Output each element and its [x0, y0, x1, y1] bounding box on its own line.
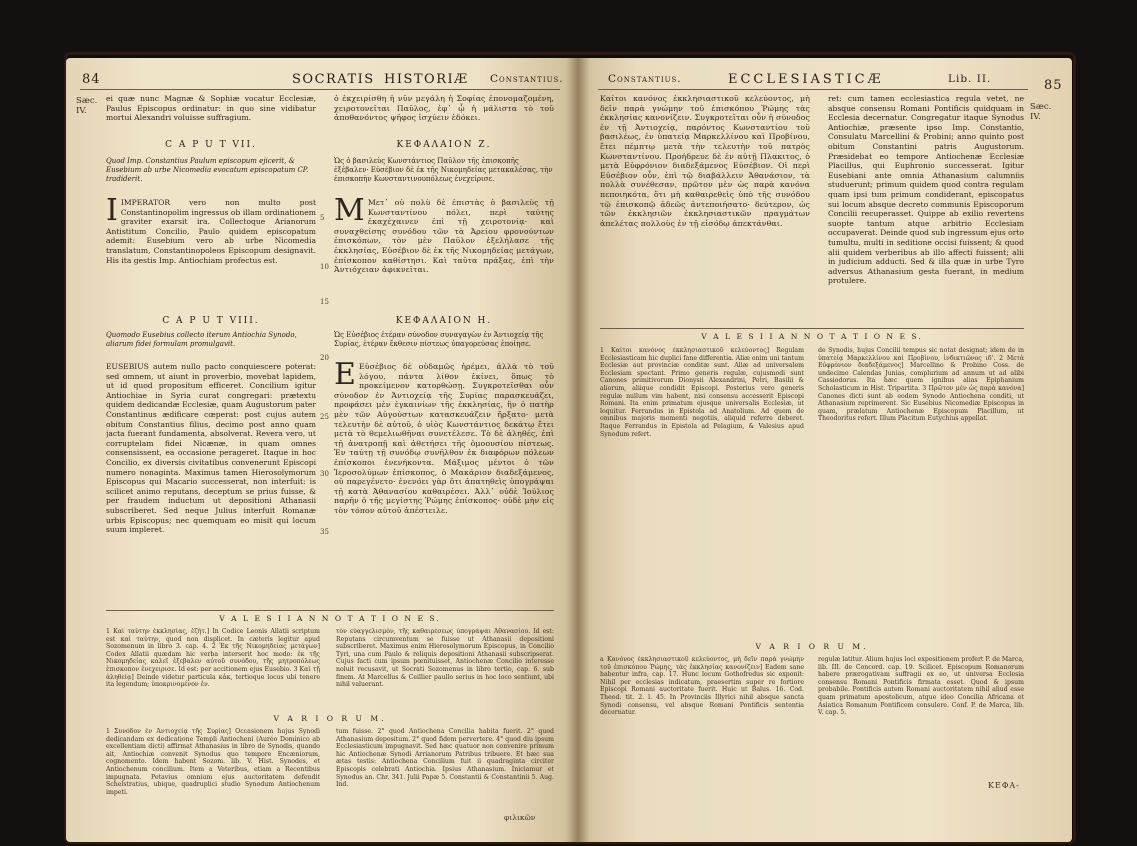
chapter-viii-summary-greek: Ὡς Εὐσέβιος ἑτέραν σύνοδον συναγαγὼν ἐν Ἀντιοχείᾳ τῆς Συρίας, ἑτέραν ἔκθεσιν πίστεως ὑπαγορεύσας ἐποίησε.	[334, 331, 544, 348]
right-page	[578, 58, 1072, 842]
chapter-viii-latin-text	[106, 362, 316, 607]
right-greek-text: Καίτοι κανόνος ἐκκλησιαστικοῦ κελεύοντος, μὴ δεῖν παρὰ γνώμην τοῦ ἐπισκόπου Ῥώμης τὰς ἐκκλησίας κανονίζειν. Συγκροτεῖται οὖν ἡ σύνοδος ἐν τῇ Ἀντιοχείᾳ, παρόντος Κωνσταντίου τοῦ βασιλέως, ἐν ὑπατείᾳ Μαρκελλίνου καὶ Προβίνου, ἔτει πέμπτῳ μετὰ τὴν τελευτὴν τοῦ πατρὸς Κωνσταντίνου. Προήδρευε δὲ ἐν αὐτῇ Πλακιτος, ὁ μετὰ Εὐφρόνιον διαδεξάμενος Εὐσέβιον. Οἱ περὶ Εὐσέβιον οὖν, ἐπὶ τῷ διαβάλλειν Ἀθανάσιον, τὰ πολλὰ συνέθεσαν, πρῶτον μὲν ὡς παρὰ κανόνα πεποιηκότα, ὅτι μὴ καθαιρεθεὶς ὑπὸ τῆς συνόδου τῷ ἐπισκοπῷ ἀδεῶς ἀντεποιήσατο· δεύτερον, ὡς τῶν ἐκκλησιῶν ἐκκλησιαστικῶν πραγμάτων ἀπελέτας πολλοὺς ἐν τῇ εἰσόδῳ ἀπεκτάνθαι.	[600, 94, 810, 228]
valesii-annotations-heading-right: V A L E S I I A N N O T A T I O N E S.	[701, 332, 923, 341]
line-number: 35	[320, 528, 329, 536]
running-head-constantius-right: Constantius.	[608, 73, 682, 85]
line-number: 20	[320, 354, 329, 362]
drop-cap-I: I	[106, 193, 118, 228]
chapter-vii-summary-greek: Ὡς ὁ βασιλεὺς Κωνστάντιος Παῦλον τῆς ἐπισκοπῆς ἐξέβαλεν· Εὐσέβιον δὲ ἐκ τῆς Νικομηδείας μετακαλέσας, τὴν ἐπισκοπὴν Κωνσταντινουπόλεως ἐνεχείρισε.	[334, 157, 553, 183]
chapter-vii-latin-text	[106, 193, 316, 265]
chapter-viii-summary-latin: Quomodo Eusebius collecto iterum Antiochia Synodo, aliarum fidei formulam promulgavit.	[106, 331, 297, 348]
line-number: 30	[320, 470, 329, 478]
running-head-historiae: HISTORIÆ	[384, 72, 469, 87]
chapter-vii-heading: C A P U T VII.	[165, 140, 257, 150]
right-annotations-column-2: de Synodis, hujus Concilii tempus sic notat designat; idem de in ὑπατείᾳ Μαρκελλίνου καὶ Προβίνου, ἰνδικτιῶνος ιδ'. 2 Μετὰ Εὐφρόνιον διαδεξάμενος] Marcellino & Probino Coss. de undecimo Calendas Junias, complurium ad annum ut ad alibi Cassiodorus. Ita hæc quem ignibus alias Epiphanium Scholasticum in Hist. Tripartita. 3 Πρῶτον μὲν ὡς παρὰ κανόνα] Canones dicti sunt ab eodem Synodo Antiochena conditi, ut Athanasium reprimerent. Sic Eusebius Nicomediæ Episcopus in quam, prælatum Antiochenæ Episcopum Placillum, ut Theodoritus refert. Illum Placitum Eutychius appellat.	[818, 347, 1024, 423]
chapter-viii-greek-text	[334, 362, 554, 607]
chapter-viii-latin-body: EUSEBIUS autem nullo pacto conquiescere poterat: sed omnem, ut aiunt in proverbio, movebat lapidem, ut id quod propositum efficeret. Concilium igitur Antiochiae in Syria curat congregari: prætextu quidem dedicandæ Ecclesiæ, quam Augustorum pater Constantinus ædificare cœperat: post cujus autem obitum Constantius filius, decimo post anno quam jacta fuerant fundamenta, absolverat. Revera vero, ut corruptelam fidei Nicænæ, in quam omnes consensissent, ea occasione perageret. Itaque in hoc Concilio, ex diversis civitatibus convenerunt Episcopi numero nonaginta. Maximus tamen Hierosolymorum Episcopus qui Macario successerat, non interfuit: is scilicet animo reputans, deceptum se prius fuisse, & per fraudem inductum ut depositioni Athanasii subscriberet. Sed neque Julius interfuit Romanæ urbis Episcopus; nec quemquam eo misit qui locum suum impleret.	[106, 362, 316, 535]
chapter-vii-latin-body: IMPERATOR vero non multo post Constantinopolim ingressus ob illam ordinationem graviter exarsit ira. Collectoque Arianorum Antistitum Concilio, Paulo quidem episcopatum ademit: Eusebium vero ab urbe Nicomedia translatum, Constantinopoleos Episcopum designavit. His ita gestis Imp. Antiochiam profectus est.	[106, 198, 316, 265]
header-rule	[80, 89, 560, 90]
chapter-vii-greek-text	[334, 193, 554, 275]
chapter-viii-greek-heading: ΚΕΦΑΛΑΙΟΝ Η.	[395, 316, 493, 326]
book-gutter	[566, 58, 590, 842]
margin-note-saeculum-right: Sæc. IV.	[1030, 102, 1052, 122]
line-number: 15	[320, 298, 329, 306]
running-head-lib: Lib. II.	[948, 73, 992, 85]
annotations-column-1: 1 Καὶ ταύτην ἐκκλησίας, ἐζήτ.] In Codice Leonis Allatii scriptum est καὶ ταύτην, quod non displicet. In cæteris legitur apud Sozomenum in libro 3. cap. 4. 2 Ἐκ τῆς Νικομηδείας μετάγων] Codex Allatii quædam hic verba interserit hoc modo: ἐκ τῆς Νικομηδείας καλεῖ ἐξεβαλεν αὐτοῦ συνόδου, τῆς μητροπόλεως ἐπισκοπον ἐνεχειρισε. Id est: per accitionem ejus Eusebio. 3 Καὶ τῇ ἀληθείᾳ] Deinde videtur particula κἀκ, tertioque locus ubi tenere ita legendum; ὑποκρινομένον ἐν.	[106, 628, 320, 689]
drop-cap-E: E	[334, 362, 356, 392]
running-head-ecclesiasticae: ECCLESIASTICÆ	[728, 72, 884, 87]
intro-greek: ὁ ἐκχειρίσθη ἡ νῦν μεγάλη ἡ Σοφίας ἐπονομαζομένη, χειροτονεῖται Παῦλος, ἐφ᾽ ᾧ ἡ μάλιστα τὸ τοῦ ἀποθανόντος ψῆφος ἰσχύειν ἐδόκει.	[334, 94, 554, 123]
variorum-heading-right: V A R I O R U M.	[755, 642, 869, 651]
right-annotations-column-1: 1 Καίτοι κανόνος ἐκκλησιαστικοῦ κελεύοντος] Regulam Ecclesiasticam hic duplici fane differentia. Aliæ enim uni tantum Ecclesiæ aut provinciæ conditæ sunt. Aliæ ad universalem Ecclesiam spectant. Primo generis regulæ, cujusmodi sunt Canones primitivorum Dionysii Alexandrini, Petri, Basilii & aliorum, aliique condidit Episcopi. Posterius vero generis regulæ nullum vim habent, nisi consensu accesserit Episcopi Romani. Ita enim primatum ejusque universalis Ecclesiæ, ut loquitur. Ferrandus in Epistola ad Anatolium. Ad quem de omnibus majoris momenti negotiis, aliquid referre deberet. Itaque Ferrandus in Epistola ad Pelagium, & Valesius apud Synodum refert.	[600, 347, 804, 438]
intro-latin: ei quæ nunc Magnæ & Sophiæ vocatur Ecclesiæ, Paulus Episcopus ordinatur: in quo sine vidibatur mortui Alexandri voluisse suffragium.	[106, 94, 316, 123]
line-number: 5	[320, 214, 325, 222]
valesii-annotations-heading: V A L E S I I A N N O T A T I O N E S.	[219, 614, 441, 623]
running-head-constantius: Constantius.	[490, 73, 564, 85]
page-number-left: 84	[82, 72, 101, 87]
right-variorum-column-2: regulæ latitur. Alium hujus loci expositionem profert P. de Marca, lib. III. de Concord. cap. 19. Scilicet. Episcopum Romanorum habere prærogativam suffragii ex eo, ut universa Ecclesia consensu Romani Pontificis firmata esset. Quod & ipsum probabile. Pontificis autem Romani auctoritatem nihil aliud esse quam primatum apostolicum, atque ideo Concilia Africana et Asiatica Romanum Pontificem consulere. Conf. P. de Marca, lib. V. cap. 5.	[818, 656, 1024, 717]
header-rule-right	[598, 89, 1028, 90]
catchword-left: φιλικῶν	[504, 813, 536, 822]
running-head-socratis: SOCRATIS	[292, 72, 375, 87]
chapter-vii-greek-body: Μετ᾽ οὐ πολὺ δὲ ἐπιστὰς ὁ βασιλεὺς τῇ Κωνσταντίνου πόλει, περὶ ταύτης ἐκαχέχαινεν ἐπὶ τῇ χειροτονίᾳ· καὶ συναχθείσης συνόδου τῶν τὰ Ἀρείου φρονούντων ἐπισκόπων, τὸν μὲν Παῦλον ἐξελήλασε τῆς ἐκκλησίας, Εὐσέβιον δὲ ἐκ τῆς Νικομηδείας μετάγων, ἐπίσκοπον καθίστησι. Καὶ ταῦτα πράξας, ἐπὶ τὴν Ἀντιόχειαν ἀφικνεῖται.	[334, 198, 554, 275]
catchword-right: ΚΕΦΑ-	[988, 781, 1020, 790]
page-number-right: 85	[1044, 78, 1063, 93]
left-page	[66, 58, 578, 842]
drop-cap-M: M	[334, 193, 365, 228]
line-number: 10	[320, 263, 329, 271]
right-latin-text: ret: cum tamen ecclesiastica regula vetet, ne absque consensu Romani Pontificis quidquam in Ecclesia decernatur. Congregatur itaque Synodus Antiochiæ, præsente ipso Imp. Constantio, Consulatu Marcellini & Probini; anno quinto post obitum Constantini patris Augustorum. Præsidebat eo tempore Antiochenæ Ecclesiæ Placillus, qui Euphronio successerat. Igitur Eusebiani ante omnia Athanasium calumniis studuerunt; primum quidem quod contra regulam quam ipsi tum primum condiderant, episcopatus sui locum absque decreto communis Episcoporum Concilii recuperasset. Quippe ab exilio revertens suopte tantum atque arbitrio Ecclesiam occupaverat. Deinde quod sub ingressum ejus orto tumultu, multi in seditione occisi fuissent; & quod alii quidem verberibus ab illo affecti fuissent; alii in judicium adducti. Sed & illa quæ in urbe Tyro adversus Athanasium gesta fuerant, in medium protulere.	[828, 94, 1024, 286]
annotations-rule-right	[600, 328, 1024, 329]
chapter-viii-greek-body: Εὐσέβιος δὲ οὐδαμῶς ἠρέμει, ἀλλὰ τὸ τοῦ λόγου, πάντα λίθον ἐκίνει, ὅπως τὸ προκείμενον κατορθώσῃ. Συγκροτεῖσθαι οὖν σύνοδον ἐν Ἀντιοχείᾳ τῆς Συρίας παρασκευάζει, προφάσει μὲν ἐγκαινίων τῆς ἐκκλησίας, ἣν ὁ πατὴρ μὲν τῶν Αὐγούστων κατασκευάζειν ἤρξατο· μετὰ τελευτὴν δὲ αὐτοῦ, ὁ υἱὸς Κωνστάντιος δεκάτῳ ἔτει μετὰ τὸ θεμελιωθῆναι συνετέλεσε. Τὸ δὲ ἀληθές, ἐπὶ τῇ ἀνατροπῇ καὶ ἀθετήσει τῆς ὁμοουσίου πίστεως. Ἐν ταύτῃ τῇ συνόδῳ συνῆλθον ἐκ διαφόρων πόλεων ἐπίσκοποι ἐνενήκοντα. Μάξιμος μέντοι ὁ τῶν Ἱεροσολύμων ἐπίσκοπος, ὁ Μακάριον διαδεξάμενος, οὐ παρεγένετο· ἐνενόει γὰρ ὅτι ἀπατηθεὶς ὑπογράψαι τῇ κατὰ Ἀθανασίου καθαιρέσει. Ἀλλ᾽ οὐδὲ Ἰούλιος παρῆν ὁ τῆς μεγίστης Ῥώμης ἐπίσκοπος· οὐδὲ μὴν εἰς τὸν τόπον αὐτοῦ ἀπέστειλε.	[334, 362, 554, 515]
variorum-column-1: 1 Συνόδον ἐν Ἀντιοχείᾳ τῆς Συρίας] Occasionem hujus Synodi dedicandam ex dedicatione Templi Antiocheni (Auréo Dominico ab excellentiam dicti) affirmat Athanasius in libro de Synodis, quando ait, Antiochiæ convenit Synodus quo tempore Encæniorum, cognomento. Idem habent Sozom. lib. V. Hist. Synodes, et Antiochenum concilium. Item a Veteribus, etiam a Recentibus impugnata. Petavius omnium ejus auctoritatem defendit Schelstratius, ubique, quadruplici studio Synodum Antiochenum impeti.	[106, 728, 320, 796]
annotations-column-2: τὸν εὐαγγελισμὸν, τῆς καθαιρέσεως ὑπογράψαι Ἀθανασίου. Id est: Reputans circumventum se fuisse ut Athanasii depositioni subscriberet. Maximus enim Hierosolymorum Episcopus, in Concilio Tyri, una cum Paulo & reliquis depositioni Athanasii subscripserat. Cujus facti cum ipsum pœnituisset, Antiochenæ Concilio interesse noluit recusavit, ut Socrati Sozomenus in libro tertio, cap. 6. sub finem. At Marcellus & Ceillier paullo serius in hoc loco sentiunt, ubi nihil valuerant.	[336, 628, 554, 689]
chapter-vii-summary-latin: Quod Imp. Constantius Paulum episcopum ejicerit, & Eusebium ab urbe Nicomedia evocatum episcopatum CP. tradiderit.	[106, 157, 309, 183]
annotations-rule	[106, 610, 554, 611]
variorum-heading: V A R I O R U M.	[273, 714, 387, 723]
chapter-viii-heading: C A P U T VIII.	[162, 316, 260, 326]
chapter-vii-greek-heading: ΚΕΦΑΛΑΙΟΝ Ζ.	[396, 140, 492, 150]
right-variorum-column-1: a Κανόνος ἐκκλησιαστικοῦ κελεύοντος, μὴ δεῖν παρὰ γνώμην τοῦ ἐπισκόπου Ῥώμης, τὰς ἐκκλησίας κανονίζειν] Eadem sane habentur infra, cap. 17. Hunc locum Gothofredus sic exponit: Nihil per ecclesias indicatum, praesertim super re fortiore Episcopi Romani auctoritate fuerit. Huic ut Balus. 16. Cod. Theod. tit. 2. l. 45. In Provinciis Illyrici nihil absque sancta Synodi consensu, vel absque Romani Pontificis sententia decernatur.	[600, 656, 804, 717]
margin-note-saeculum: Sæc. IV.	[76, 96, 98, 116]
line-number: 25	[320, 413, 329, 421]
variorum-column-2: tum fuisse. 2° quod Antiochena Concilia habita fuerit. 2° quod Athanasium depositum. 2° quod fidem pervertere. 4° quod diu ipsum Ecclesiasticum impugnavit. Sed hæc quatuor non convenire primum hic Antiochenæ Synodi Arrianorum Patribus tribuere. Et hæc sua ætas testis: Antiochena Concilium fuit ii quadraginta circiter Episcopis celebrati Antiochia. Ipsius Athanasium. Iniciamur et Synodus an. Chr. 341. Julii Papæ 5. Constantii & Constantinii 5. Aug. Ind.	[336, 728, 554, 789]
